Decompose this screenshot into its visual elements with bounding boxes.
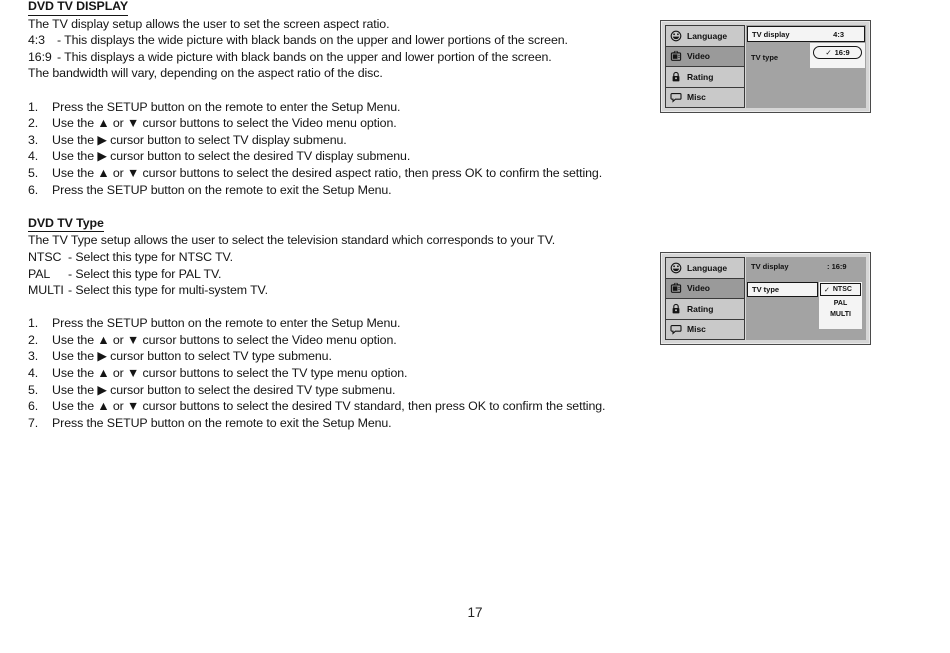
step-item — [28, 99, 640, 116]
definition-row — [28, 249, 640, 266]
osd-menu-screenshot-tv-type — [660, 252, 871, 345]
section-dvd-tv-display — [28, 0, 640, 198]
step-item — [28, 182, 640, 199]
page-number: 17 — [467, 605, 483, 620]
step-item — [28, 332, 640, 349]
osd-menu-item-rating — [665, 298, 745, 320]
section-note: The bandwidth will vary, depending on the aspect ratio of the disc. — [28, 66, 383, 81]
definition-desc: - Select this type for multi-system TV. — [68, 283, 268, 298]
definition-row — [28, 49, 640, 66]
section-heading — [28, 215, 640, 233]
definition-desc: - Select this type for NTSC TV. — [68, 249, 233, 264]
step-text: Use the ▶ cursor button to select TV type submenu. — [52, 349, 332, 364]
osd-content-panel — [746, 257, 866, 340]
definition-term: MULTI — [28, 283, 64, 298]
globe-face-icon — [670, 30, 682, 42]
osd-menu-item-language — [665, 25, 745, 47]
step-number: 3. — [28, 132, 39, 147]
osd-tv-type-row — [747, 282, 818, 297]
step-text: Use the ▲ or ▼ cursor buttons to select the Video menu option. — [52, 332, 397, 347]
speech-bubble-icon — [670, 91, 682, 103]
manual-page-content — [28, 0, 640, 431]
checkmark-icon: ✓ — [825, 48, 832, 57]
osd-option-label: NTSC — [832, 286, 852, 293]
osd-tv-display-label: TV display — [751, 262, 789, 271]
step-text: Press the SETUP button on the remote to enter the Setup Menu. — [52, 99, 401, 114]
step-item — [28, 348, 640, 365]
definition-term: NTSC — [28, 249, 62, 264]
osd-option-pal: PAL — [833, 300, 848, 307]
osd-menu-item-rating — [665, 66, 745, 88]
step-item — [28, 132, 640, 149]
step-text: Use the ▲ or ▼ cursor buttons to select the desired TV standard, then press OK to confirm the setting. — [52, 399, 606, 414]
definition-term: 4:3 — [28, 33, 45, 48]
vertical-spacer — [28, 82, 640, 99]
osd-option-multi: MULTI — [830, 311, 851, 318]
osd-menu-item-label: Rating — [687, 303, 714, 314]
step-text: Use the ▲ or ▼ cursor buttons to select the Video menu option. — [52, 116, 397, 131]
osd-dropdown-panel — [819, 282, 862, 329]
osd-content-panel — [746, 25, 866, 108]
globe-face-icon — [670, 262, 682, 274]
tv-icon — [670, 282, 682, 294]
osd-tv-display-label: TV display — [752, 29, 790, 39]
osd-menu-item-misc — [665, 87, 745, 109]
osd-tv-type-label: TV type — [752, 285, 780, 294]
osd-menu-item-label: Misc — [687, 324, 706, 335]
step-number: 1. — [28, 316, 39, 331]
step-number: 3. — [28, 349, 39, 364]
section-heading-text: DVD TV DISPLAY — [28, 0, 128, 16]
section-gap — [28, 198, 640, 215]
osd-menu-item-label: Language — [687, 30, 728, 41]
osd-menu-screenshot-tv-display — [660, 20, 871, 113]
osd-dropdown-option-label: 16:9 — [834, 48, 850, 57]
step-text: Use the ▶ cursor button to select the desired TV type submenu. — [52, 382, 396, 397]
step-number: 7. — [28, 415, 39, 430]
section-intro: The TV display setup allows the user to set the screen aspect ratio. — [28, 16, 390, 31]
step-number: 1. — [28, 99, 39, 114]
speech-bubble-icon — [670, 323, 682, 335]
step-item — [28, 382, 640, 399]
section-heading — [28, 0, 640, 16]
definition-desc: - Select this type for PAL TV. — [68, 266, 222, 281]
step-text: Use the ▲ or ▼ cursor buttons to select the desired aspect ratio, then press OK to confirm the setting. — [52, 165, 603, 180]
step-text: Use the ▶ cursor button to select TV display submenu. — [52, 132, 347, 147]
osd-tv-display-row — [751, 262, 866, 271]
osd-menu-item-language — [665, 257, 745, 279]
step-text: Use the ▶ cursor button to select the desired TV display submenu. — [52, 149, 411, 164]
step-text: Press the SETUP button on the remote to exit the Setup Menu. — [52, 415, 392, 430]
osd-tv-display-value: : 16:9 — [827, 262, 847, 271]
step-number: 4. — [28, 366, 39, 381]
osd-sidebar — [665, 257, 745, 340]
osd-menu-item-label: Language — [687, 262, 728, 273]
step-number: 6. — [28, 182, 39, 197]
definition-term: 16:9 — [28, 49, 52, 64]
step-text: Press the SETUP button on the remote to exit the Setup Menu. — [52, 182, 392, 197]
step-item — [28, 415, 640, 432]
osd-menu-item-label: Rating — [687, 71, 714, 82]
definition-row — [28, 32, 640, 49]
step-item — [28, 148, 640, 165]
osd-menu-item-misc — [665, 319, 745, 341]
osd-dropdown-option-16-9 — [813, 46, 862, 59]
section-heading-text: DVD TV Type — [28, 215, 104, 233]
osd-menu-item-label: Misc — [687, 92, 706, 103]
tv-icon — [670, 50, 682, 62]
osd-tv-display-value: 4:3 — [833, 29, 844, 39]
step-number: 4. — [28, 149, 39, 164]
osd-tv-type-label: TV type — [751, 53, 779, 62]
osd-menu-item-video — [665, 46, 745, 68]
step-number: 5. — [28, 165, 39, 180]
step-item — [28, 315, 640, 332]
vertical-spacer — [28, 299, 640, 316]
lock-icon — [670, 71, 682, 83]
checkmark-icon: ✓ — [824, 286, 830, 294]
osd-menu-item-label: Video — [687, 283, 710, 294]
definition-term: PAL — [28, 266, 51, 281]
step-item — [28, 365, 640, 382]
step-text: Press the SETUP button on the remote to enter the Setup Menu. — [52, 316, 401, 331]
definition-row — [28, 282, 640, 299]
step-number: 2. — [28, 332, 39, 347]
lock-icon — [670, 303, 682, 315]
step-number: 2. — [28, 116, 39, 131]
step-number: 6. — [28, 399, 39, 414]
osd-menu-item-label: Video — [687, 51, 710, 62]
step-item — [28, 115, 640, 132]
definition-desc: - This displays the wide picture with black bands on the upper and lower portions of the screen. — [57, 33, 568, 48]
step-number: 5. — [28, 382, 39, 397]
definition-desc: - This displays a wide picture with black bands on the upper and lower portion of the screen. — [57, 49, 552, 64]
step-item — [28, 398, 640, 415]
definition-row — [28, 266, 640, 283]
osd-option-ntsc — [820, 283, 861, 296]
step-text: Use the ▲ or ▼ cursor buttons to select the TV type menu option. — [52, 366, 408, 381]
section-intro: The TV Type setup allows the user to select the television standard which corresponds to your TV. — [28, 233, 556, 248]
osd-dropdown-panel — [810, 43, 865, 68]
step-item — [28, 165, 640, 182]
osd-sidebar — [665, 25, 745, 108]
osd-menu-item-video — [665, 278, 745, 300]
section-dvd-tv-type — [28, 215, 640, 432]
osd-tv-display-row — [747, 26, 865, 42]
